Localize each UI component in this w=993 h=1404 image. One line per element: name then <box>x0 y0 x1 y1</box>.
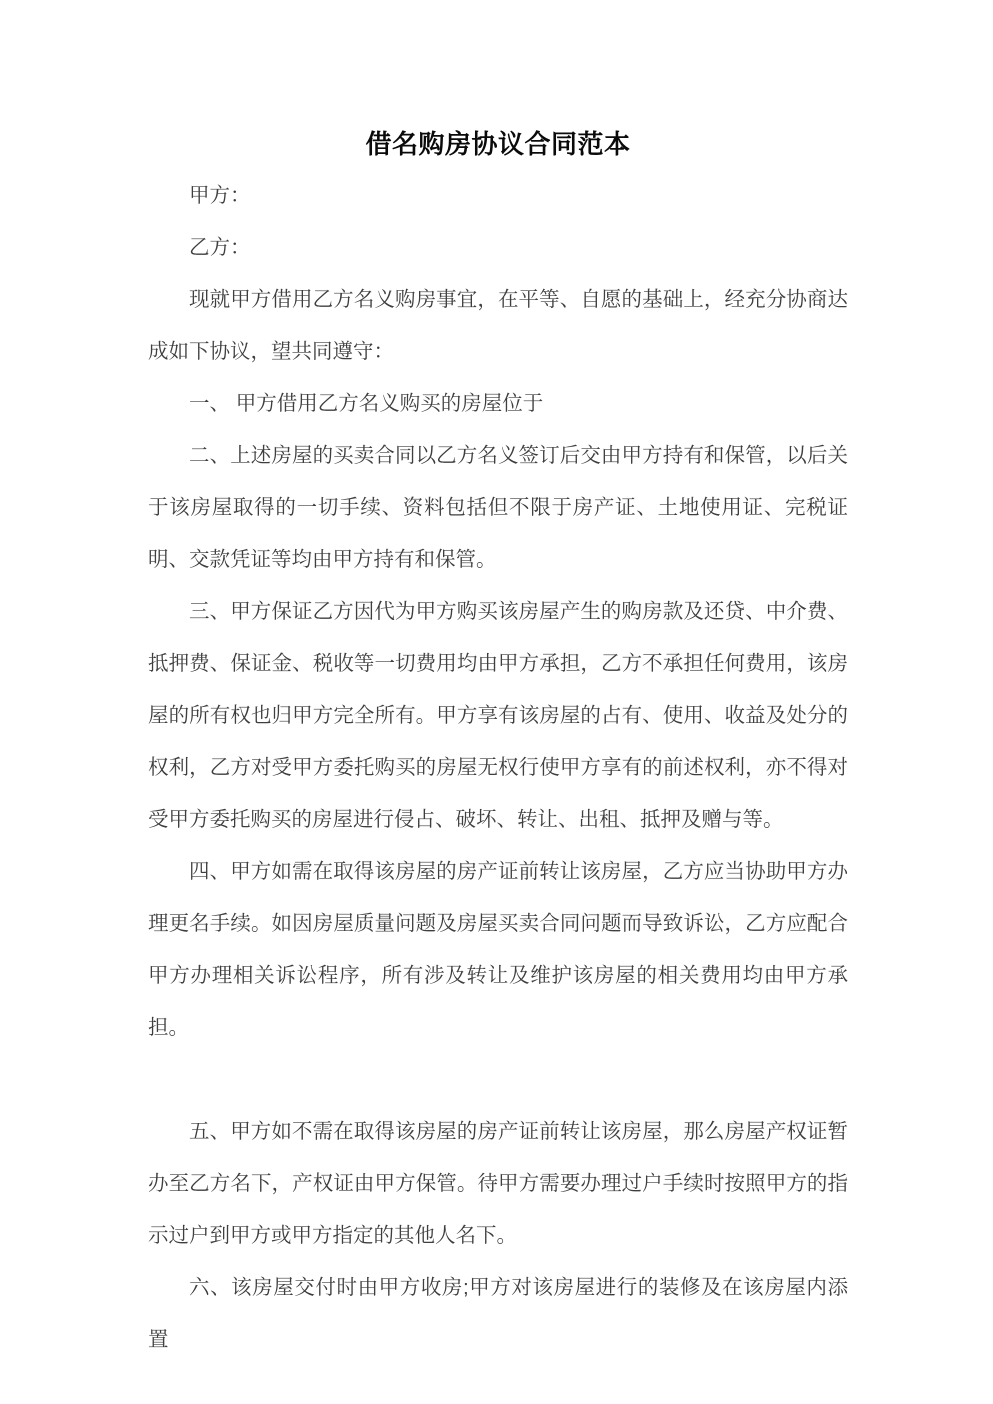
clause-2-paragraph: 二、上述房屋的买卖合同以乙方名义签订后交由甲方持有和保管，以后关于该房屋取得的一切手续、资料包括但不限于房产证、土地使用证、完税证明、交款凭证等均由甲方持有和保管。 <box>148 444 848 571</box>
preamble-paragraph: 现就甲方借用乙方名义购房事宜，在平等、自愿的基础上，经充分协商达成如下协议，望共同遵守： <box>148 288 848 363</box>
clause-3-paragraph: 三、甲方保证乙方因代为甲方购买该房屋产生的购房款及还贷、中介费、抵押费、保证金、税收等一切费用均由甲方承担，乙方不承担任何费用，该房屋的所有权也归甲方完全所有。甲方享有该房屋的占有、使用、收益及处分的权利，乙方对受甲方委托购买的房屋无权行使甲方享有的前述权利，亦不得对受甲方委托购买的房屋进行侵占、破坏、转让、出租、抵押及赠与等。 <box>148 600 848 831</box>
clause-5-paragraph: 五、甲方如不需在取得该房屋的房产证前转让该房屋，那么房屋产权证暂办至乙方名下，产权证由甲方保管。待甲方需要办理过户手续时按照甲方的指示过户到甲方或甲方指定的其他人名下。 <box>148 1120 848 1247</box>
clause-6-paragraph: 六、该房屋交付时由甲方收房;甲方对该房屋进行的装修及在该房屋内添置 <box>148 1276 848 1351</box>
party-a-line: 甲方： <box>189 184 251 207</box>
document-title: 借名购房协议合同范本 <box>365 129 631 159</box>
clause-1-paragraph: 一、 甲方借用乙方名义购买的房屋位于 <box>189 392 544 415</box>
party-b-line: 乙方： <box>189 236 251 259</box>
clause-4-paragraph: 四、甲方如需在取得该房屋的房产证前转让该房屋，乙方应当协助甲方办理更名手续。如因房屋质量问题及房屋买卖合同问题而导致诉讼，乙方应配合甲方办理相关诉讼程序，所有涉及转让及维护该房屋的相关费用均由甲方承担。 <box>148 860 848 1039</box>
document-content <box>148 0 848 1366</box>
